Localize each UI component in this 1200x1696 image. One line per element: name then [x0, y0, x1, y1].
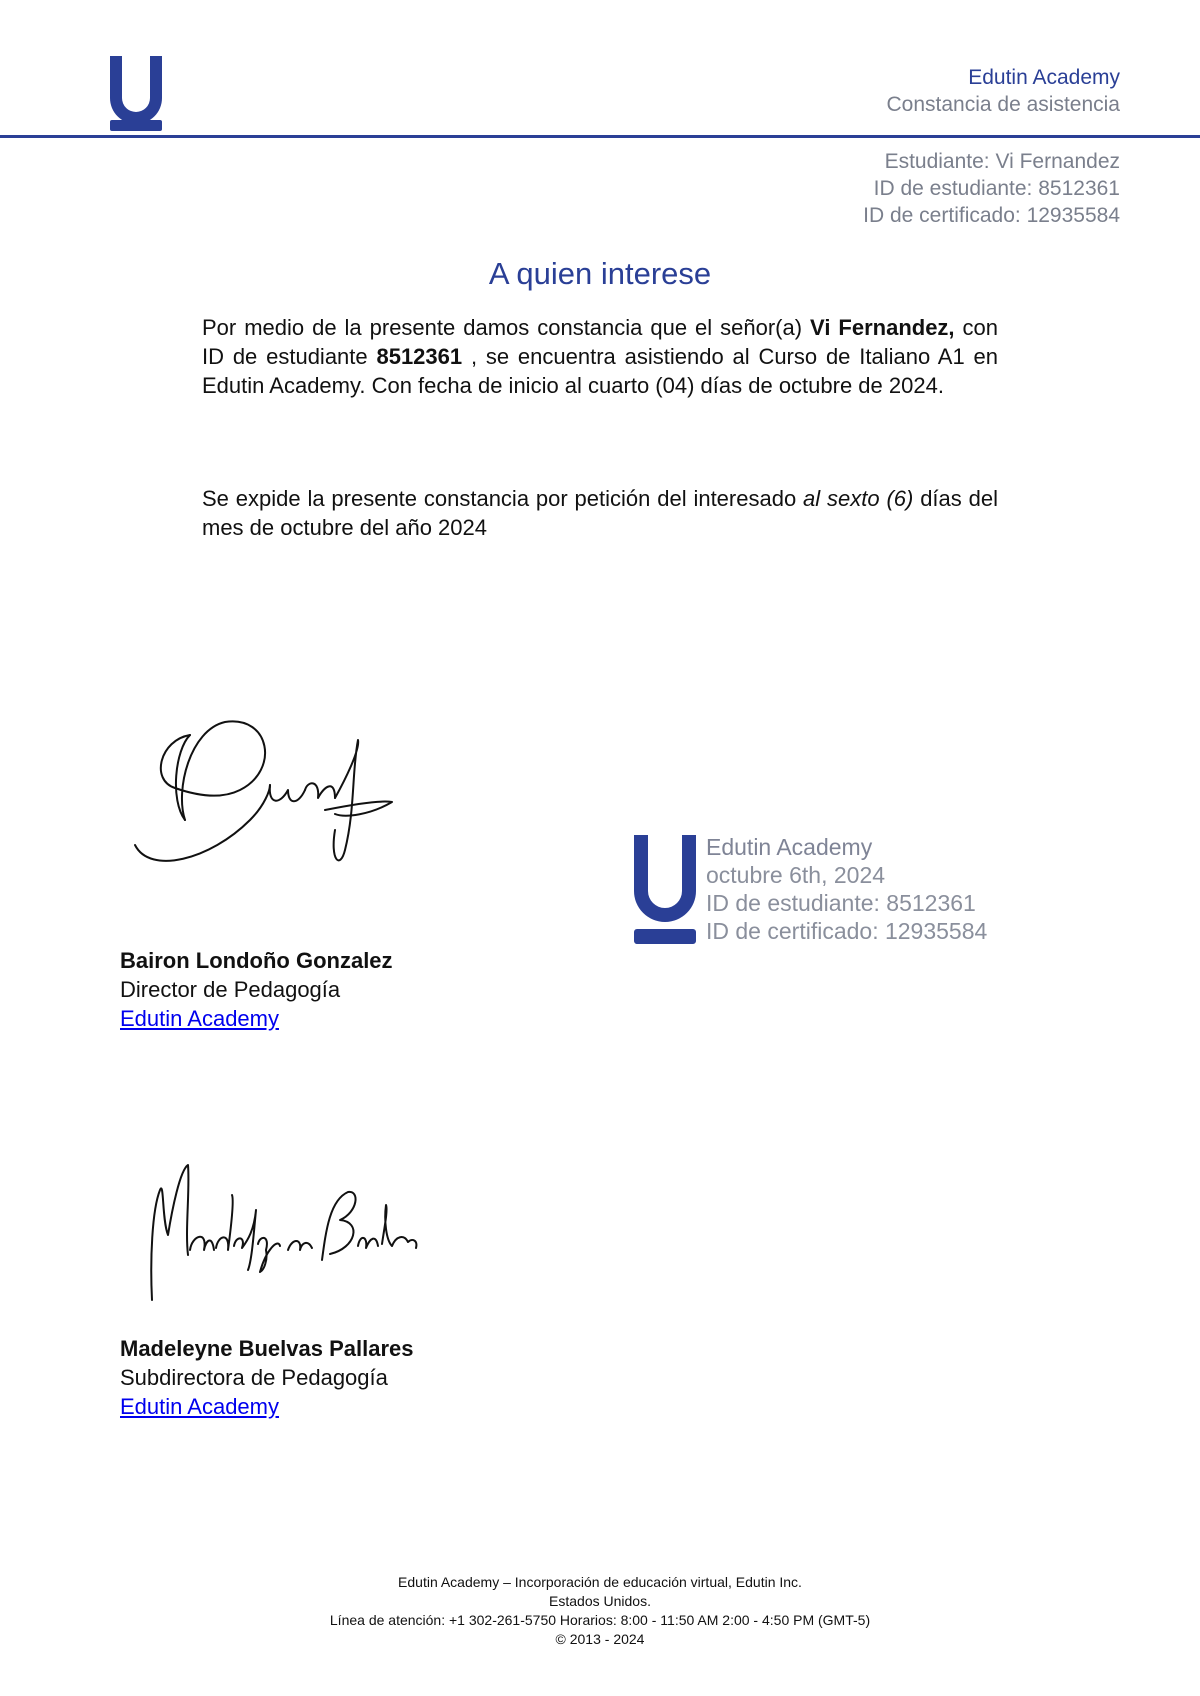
- stamp-student-id: ID de estudiante: 8512361: [706, 890, 976, 916]
- signatory-1-org-link[interactable]: Edutin Academy: [120, 1006, 279, 1031]
- header-org: Edutin Academy: [968, 66, 1120, 89]
- header-divider: [0, 135, 1200, 138]
- header-doc-type: Constancia de asistencia: [886, 93, 1120, 116]
- student-id: 8512361: [376, 344, 463, 369]
- edutin-logo-icon: [108, 54, 164, 132]
- footer-line-2: Estados Unidos.: [549, 1593, 651, 1609]
- footer-line-1: Edutin Academy – Incorporación de educación virtual, Edutin Inc.: [398, 1574, 802, 1590]
- signatory-2-role: Subdirectora de Pedagogía: [120, 1365, 388, 1390]
- signatory-2-name: Madeleyne Buelvas Pallares: [120, 1336, 414, 1361]
- signature-1-icon: [130, 710, 410, 890]
- body-paragraph-1: Por medio de la presente damos constancia que el señor(a) Vi Fernandez, con ID de estudiante 8512361 , se encuentra asistiendo al Curso de Italiano A1 en Edutin Academy. Con fecha de inicio al cuarto (04) días de octubre de 2024.: [202, 315, 998, 398]
- stamp-org: Edutin Academy: [706, 834, 873, 860]
- signatory-2: [120, 1334, 414, 1421]
- stamp-date: octubre 6th, 2024: [706, 862, 886, 888]
- signatory-2-org-link[interactable]: Edutin Academy: [120, 1394, 279, 1419]
- body-paragraph-2: Se expide la presente constancia por petición del interesado al sexto (6) días del mes de octubre del año 2024: [202, 486, 998, 540]
- stamp-text: [706, 833, 987, 945]
- meta-certificate-id: ID de certificado: 12935584: [863, 204, 1120, 227]
- header-info: [887, 64, 1120, 118]
- signatory-1-name: Bairon Londoño Gonzalez: [120, 948, 393, 973]
- meta-student-id: ID de estudiante: 8512361: [873, 177, 1120, 200]
- page-title: A quien interese: [488, 256, 712, 291]
- footer-line-3: Línea de atención: +1 302-261-5750 Horarios: 8:00 - 11:50 AM 2:00 - 4:50 PM (GMT-5): [329, 1612, 871, 1628]
- meta-student: Estudiante: Vi Fernandez: [884, 150, 1120, 173]
- stamp-logo-icon: [632, 833, 698, 945]
- signatory-1: [120, 946, 393, 1033]
- student-name: Vi Fernandez,: [810, 315, 955, 340]
- signature-2-icon: [130, 1150, 420, 1310]
- footer: [0, 1573, 1200, 1649]
- signatory-1-role: Director de Pedagogía: [120, 977, 341, 1002]
- footer-line-4: © 2013 - 2024: [555, 1631, 645, 1647]
- document-meta: [863, 148, 1120, 229]
- stamp-certificate-id: ID de certificado: 12935584: [706, 918, 988, 944]
